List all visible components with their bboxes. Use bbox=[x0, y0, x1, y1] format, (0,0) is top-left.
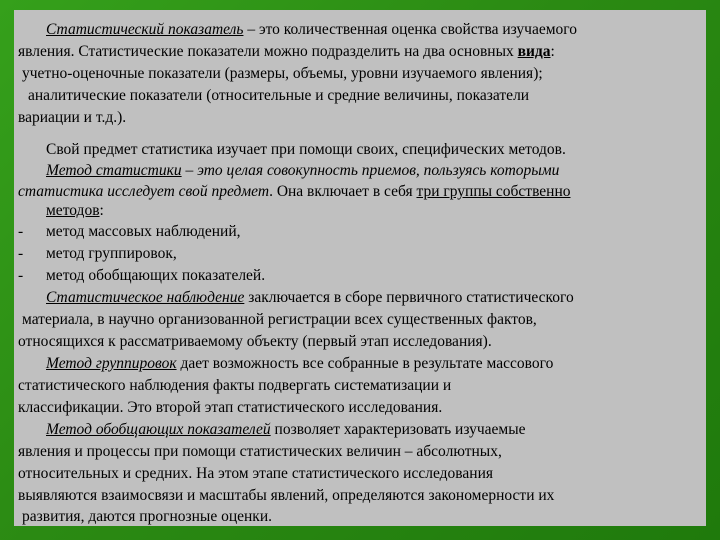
p5-line-1 bbox=[46, 420, 526, 440]
p1-line-4 bbox=[28, 86, 529, 106]
term-statistical-indicator: Статистический показатель bbox=[46, 21, 244, 38]
p5-line-2-text: явления и процессы при помощи статистических величин – абсолютных, bbox=[18, 443, 502, 460]
p1-line-5-text: вариации и т.д.). bbox=[18, 109, 127, 126]
p1-line-1 bbox=[46, 20, 577, 40]
p4-line-2-text: статистического наблюдения факты подвергать систематизации и bbox=[18, 377, 452, 394]
p1-line-3 bbox=[22, 64, 543, 84]
list-dash: - bbox=[18, 223, 24, 240]
list-dash: - bbox=[18, 267, 24, 284]
p5-line-4-text: выявляются взаимосвязи и масштабы явлений, определяются закономерности их bbox=[18, 487, 555, 504]
p4-line-2 bbox=[18, 376, 451, 396]
p5-line-2 bbox=[18, 442, 502, 462]
p2-line-3-text: . Она включает в себя bbox=[269, 183, 417, 200]
p1-line-5 bbox=[18, 108, 126, 128]
p1-line-2 bbox=[18, 42, 555, 62]
p3-line-1 bbox=[46, 288, 574, 308]
list-item bbox=[18, 222, 23, 242]
p1-line-4-text: аналитические показатели (относительные и средние величины, показатели bbox=[28, 87, 530, 104]
p1-line-3-text: учетно-оценочные показатели (размеры, объемы, уровни изучаемого явления); bbox=[22, 65, 543, 82]
term-statistical-observation: Статистическое наблюдение bbox=[46, 289, 245, 306]
p2-line-2 bbox=[46, 161, 559, 181]
p2-line-1 bbox=[46, 140, 566, 160]
p5-line-3-text: относительных и средних. На этом этапе статистического исследования bbox=[18, 465, 493, 482]
p5-line-1-text: позволяет характеризовать изучаемые bbox=[270, 421, 526, 438]
list-item bbox=[18, 244, 23, 264]
p5-line-5 bbox=[22, 507, 272, 527]
method-mass-observation: метод массовых наблюдений, bbox=[46, 223, 241, 240]
p2-line-2-text: – это целая совокупность приемов, пользуясь которыми bbox=[181, 162, 560, 179]
p1-line-2-text: явления. Статистические показатели можно подразделить на два основных bbox=[18, 43, 518, 60]
list-dash: - bbox=[18, 245, 24, 262]
term-kinds: вида bbox=[517, 43, 551, 60]
list-item-text bbox=[46, 244, 177, 264]
term-three-groups: три группы собственно bbox=[416, 183, 571, 200]
list-item-text bbox=[46, 222, 241, 242]
p2-line-1-text: Свой предмет статистика изучает при помощи своих, специфических методов. bbox=[46, 141, 566, 158]
p3-line-2 bbox=[22, 310, 537, 330]
p2-line-3-italic: статистика исследует свой предмет bbox=[18, 183, 270, 200]
p1-line-2-colon: : bbox=[550, 43, 555, 60]
p3-line-2-text: материала, в научно организованной регистрации всех существенных фактов, bbox=[22, 311, 537, 328]
term-methods: методов bbox=[46, 202, 100, 219]
list-item bbox=[18, 266, 23, 286]
term-grouping-method: Метод группировок bbox=[46, 355, 177, 372]
p3-line-3-text: относящихся к рассматриваемому объекту (первый этап исследования). bbox=[18, 333, 492, 350]
p5-line-5-text: развития, даются прогнозные оценки. bbox=[22, 508, 273, 525]
p4-line-1-text: дает возможность все собранные в результате массового bbox=[176, 355, 554, 372]
p2-line-4-colon: : bbox=[99, 202, 104, 219]
p3-line-3 bbox=[18, 332, 492, 352]
p2-line-4 bbox=[46, 201, 104, 221]
p4-line-3 bbox=[18, 398, 442, 418]
list-item-text bbox=[46, 266, 265, 286]
method-grouping: метод группировок, bbox=[46, 245, 177, 262]
method-generalizing-indicators: метод обобщающих показателей. bbox=[46, 267, 266, 284]
p1-line-1-text: – это количественная оценка свойства изучаемого bbox=[243, 21, 578, 38]
p5-line-4 bbox=[18, 486, 554, 506]
p4-line-3-text: классификации. Это второй этап статистического исследования. bbox=[18, 399, 443, 416]
p4-line-1 bbox=[46, 354, 553, 374]
p5-line-3 bbox=[18, 464, 493, 484]
term-method-of-statistics: Метод статистики bbox=[46, 162, 182, 179]
p2-line-3 bbox=[18, 182, 571, 202]
text-box bbox=[14, 10, 706, 526]
term-generalizing-method: Метод обобщающих показателей bbox=[46, 421, 271, 438]
p3-line-1-text: заключается в сборе первичного статистического bbox=[244, 289, 574, 306]
